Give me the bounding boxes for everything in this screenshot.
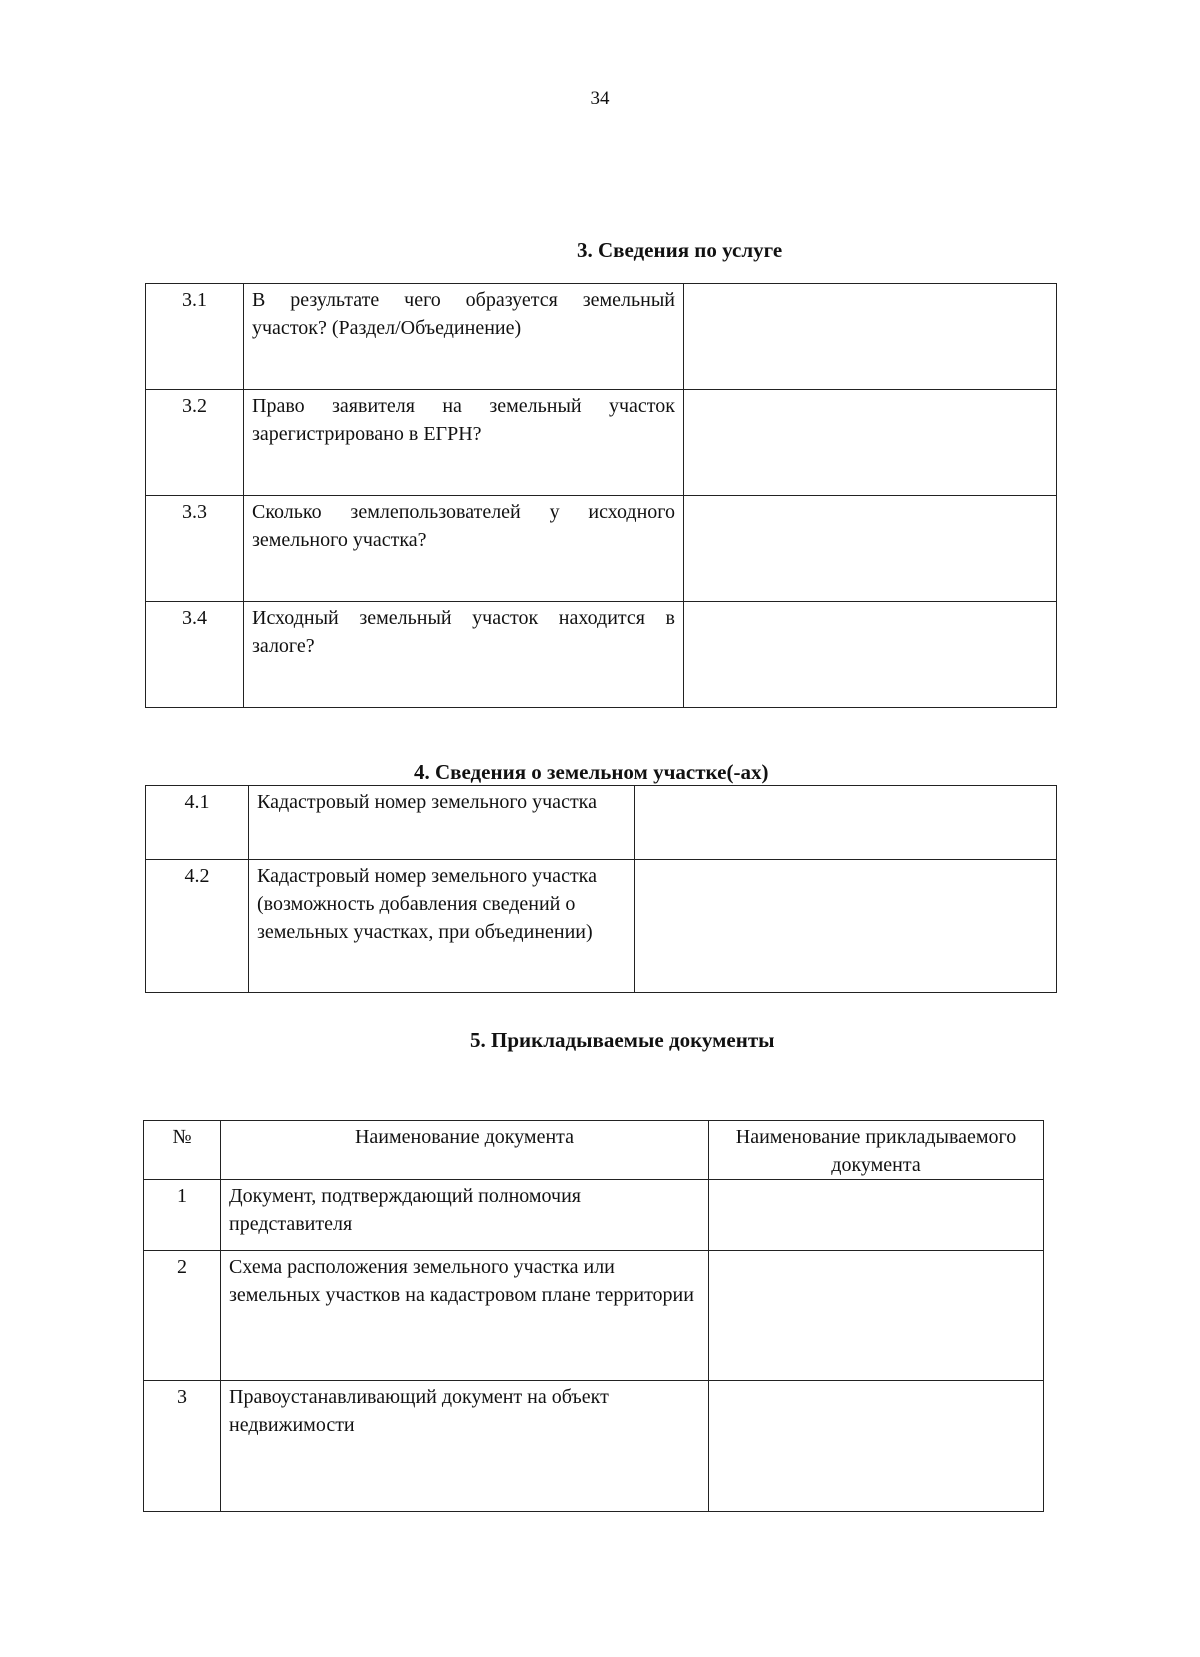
section-5-title: 5. Прикладываемые документы — [470, 1028, 775, 1052]
table-row — [146, 602, 1057, 708]
answer-cell[interactable] — [684, 390, 1057, 496]
table-row — [146, 284, 1057, 390]
attachment-cell[interactable] — [709, 1381, 1044, 1512]
page-number: 34 — [590, 88, 610, 109]
row-number: 2 — [144, 1251, 221, 1381]
answer-cell[interactable] — [635, 860, 1057, 993]
row-number: 4.1 — [146, 786, 249, 860]
column-header-number: № — [144, 1121, 221, 1180]
row-number: 3.3 — [146, 496, 244, 602]
answer-cell[interactable] — [684, 496, 1057, 602]
table-row — [146, 786, 1057, 860]
table-header-row — [144, 1121, 1044, 1180]
document-name: Схема расположения земельного участка или земельных участков на кадастровом плане территории — [221, 1251, 709, 1381]
row-number: 4.2 — [146, 860, 249, 993]
row-number: 1 — [144, 1180, 221, 1251]
table-row — [146, 496, 1057, 602]
section-3-title: 3. Сведения по услуге — [577, 238, 783, 262]
column-header-document-name: Наименование документа — [221, 1121, 709, 1180]
field-label: Кадастровый номер земельного участка (возможность добавления сведений о земельных участках, при объединении) — [249, 860, 635, 993]
row-number: 3.2 — [146, 390, 244, 496]
question-text: В результате чего образуется земельный участок? (Раздел/Объединение) — [244, 284, 684, 390]
table-row — [146, 390, 1057, 496]
question-text: Сколько землепользователей у исходного земельного участка? — [244, 496, 684, 602]
document-name: Документ, подтверждающий полномочия представителя — [221, 1180, 709, 1251]
section-4-table — [145, 785, 1057, 993]
section-4-title: 4. Сведения о земельном участке(-ах) — [414, 760, 769, 784]
question-text: Право заявителя на земельный участок зарегистрировано в ЕГРН? — [244, 390, 684, 496]
attachment-cell[interactable] — [709, 1251, 1044, 1381]
table-row — [144, 1251, 1044, 1381]
table-row — [146, 860, 1057, 993]
section-5-table — [143, 1120, 1044, 1512]
table-row — [144, 1180, 1044, 1251]
row-number: 3.4 — [146, 602, 244, 708]
table-row — [144, 1381, 1044, 1512]
column-header-attached-document: Наименование прикладываемого документа — [709, 1121, 1044, 1180]
document-name: Правоустанавливающий документ на объект недвижимости — [221, 1381, 709, 1512]
attachment-cell[interactable] — [709, 1180, 1044, 1251]
answer-cell[interactable] — [635, 786, 1057, 860]
row-number: 3.1 — [146, 284, 244, 390]
answer-cell[interactable] — [684, 284, 1057, 390]
question-text: Исходный земельный участок находится в залоге? — [244, 602, 684, 708]
section-3-table — [145, 283, 1057, 708]
row-number: 3 — [144, 1381, 221, 1512]
answer-cell[interactable] — [684, 602, 1057, 708]
field-label: Кадастровый номер земельного участка — [249, 786, 635, 860]
